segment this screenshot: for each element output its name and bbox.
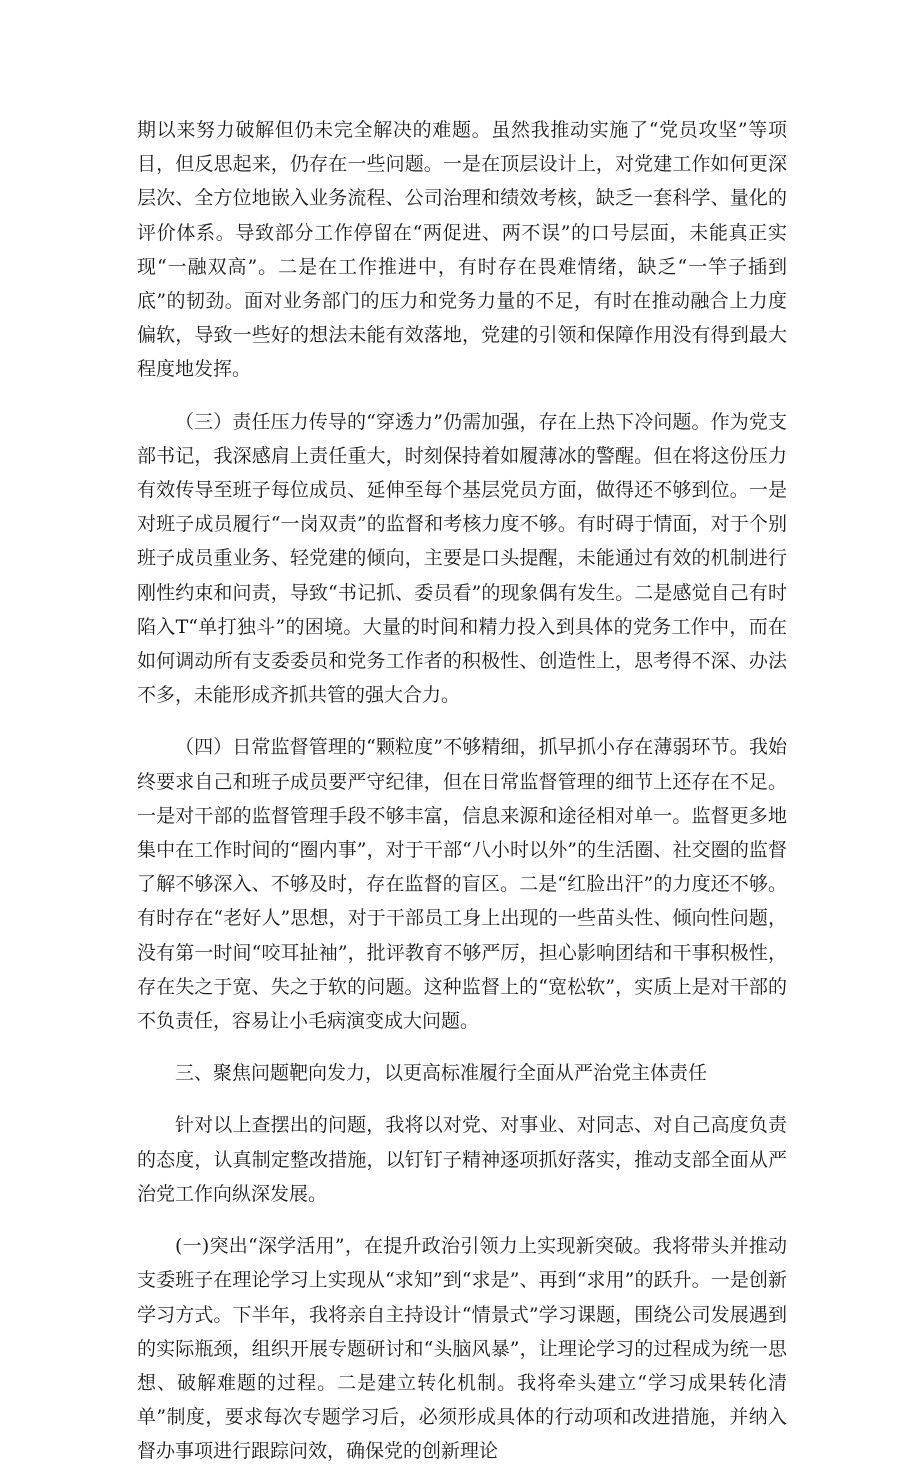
paragraph-section-4: （四）日常监督管理的“颗粒度”不够精细，抓早抓小存在薄弱环节。我始终要求自己和班子成员要严守纪律，但在日常监督管理的细节上还存在不足。一是对干部的监督管理手段不够丰富，信息来源和途径相对单一。监督更多地集中在工作时间的“圈内事”，对于干部“八小时以外”的生活圈、社交圈的监督了解不够深入、不够及时，存在监督的盲区。二是“红脸出汗”的力度还不够。有时存在“老好人”思想，对于干部员工身上出现的一些苗头性、倾向性问题，没有第一时间“咬耳扯袖”，批评教育不够严厉，担心影响团结和干事积极性，存在失之于宽、失之于软的问题。这种监督上的“宽松软”，实质上是对干部的不负责任，容易让小毛病演变成大问题。 — [137, 736, 787, 1033]
document-body — [137, 113, 787, 1469]
paragraph-section-3: （三）责任压力传导的“穿透力”仍需加强，存在上热下冷问题。作为党支部书记，我深感肩上责任重大，时刻保持着如履薄冰的警醒。但在将这份压力有效传导至班子每位成员、延伸至每个基层党员方面，做得还不够到位。一是对班子成员履行“一岗双责”的监督和考核力度不够。有时碍于情面，对于个别班子成员重业务、轻党建的倾向，主要是口头提醒，未能通过有效的机制进行刚性约束和问责，导致“书记抓、委员看”的现象偶有发生。二是感觉自己有时陷入T“单打独斗”的困境。大量的时间和精力投入到具体的党务工作中，而在如何调动所有支委委员和党务工作者的积极性、创造性上，思考得不深、办法不多，未能形成齐抓共管的强大合力。 — [137, 410, 787, 707]
paragraph-continuation: 期以来努力破解但仍未完全解决的难题。虽然我推动实施了“党员攻坚”等项目，但反思起来，仍存在一些问题。一是在顶层设计上，对党建工作如何更深层次、全方位地嵌入业务流程、公司治理和绩效考核，缺乏一套科学、量化的评价体系。导致部分工作停留在“两促进、两不误”的口号层面，未能真正实现“一融双高”。二是在工作推进中，有时存在畏难情绪，缺乏“一竿子插到底”的韧劲。面对业务部门的压力和党务力量的不足，有时在推动融合上力度偏软，导致一些好的想法未能有效落地，党建的引领和保障作用没有得到最大程度地发挥。 — [137, 119, 787, 381]
paragraph-measure-1: (一)突出“深学活用”，在提升政治引领力上实现新突破。我将带头并推动支委班子在理论学习上实现从“求知”到“求是”、再到“求用”的跃升。一是创新学习方式。下半年，我将亲自主持设计“情景式”学习课题，围绕公司发展遇到的实际瓶颈，组织开展专题研讨和“头脑风暴”，让理论学习的过程成为统一思想、破解难题的过程。二是建立转化机制。我将牵头建立“学习成果转化清单”制度，要求每次专题学习后，必须形成具体的行动项和改进措施，并纳入督办事项进行跟踪问效，确保党的创新理论 — [137, 1235, 787, 1463]
paragraph-intro: 针对以上查摆出的问题，我将以对党、对事业、对同志、对自己高度负责的态度，认真制定整改措施，以钉钉子精神逐项抓好落实，推动支部全面从严治党工作向纵深发展。 — [137, 1114, 787, 1205]
section-heading: 三、聚焦问题靶向发力，以更高标准履行全面从严治党主体责任 — [175, 1062, 708, 1085]
